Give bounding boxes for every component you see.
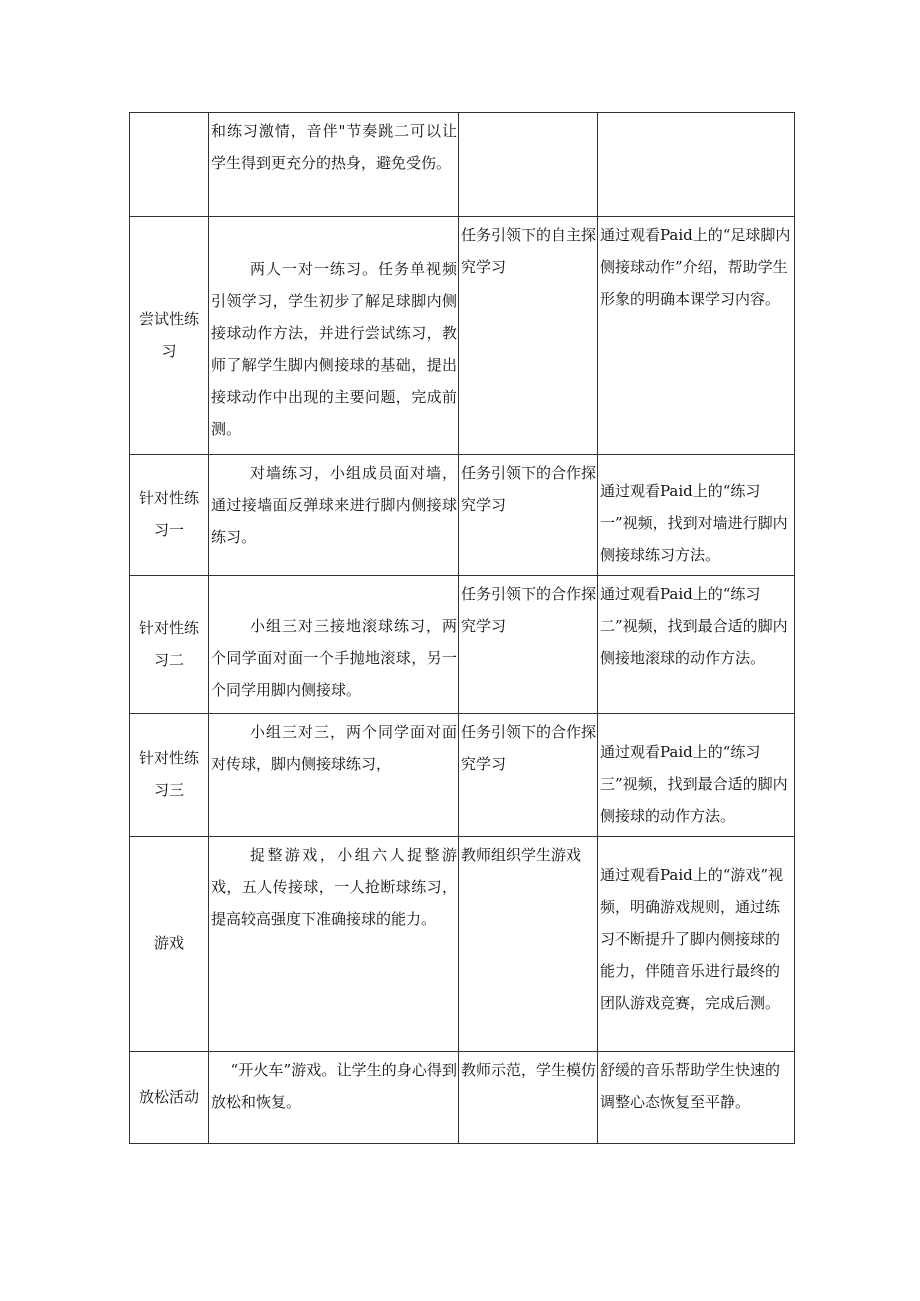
tech-cell: 通过观看Paid上的“足球脚内侧接球动作”介绍，帮助学生形象的明确本课学习内容。 [598, 217, 795, 455]
table-row [130, 714, 795, 837]
content-cell [209, 217, 459, 455]
tech-cell [598, 113, 795, 217]
content-text: 对墙练习，小组成员面对墙，通过接墙面反弹球来进行脚内侧接球练习。 [211, 464, 457, 546]
method-cell: 教师示范，学生模仿 [459, 1052, 598, 1144]
method-cell: 教师组织学生游戏 [459, 837, 598, 1052]
tech-cell [598, 837, 795, 1052]
tech-cell: 通过观看Paid上的“练习二”视频，找到最合适的脚内侧接地滚球的动作方法。 [598, 576, 795, 714]
method-cell: 任务引领下的合作探究学习 [459, 455, 598, 576]
content-text: 捉整游戏，小组六人捉整游戏，五人传接球，一人抢断球练习，提高较高强度下准确接球的能力。 [211, 846, 457, 928]
method-cell [459, 113, 598, 217]
stage-cell: 针对性练习一 [130, 455, 209, 576]
method-cell: 任务引领下的合作探究学习 [459, 714, 598, 837]
content-cell [209, 1052, 459, 1144]
table-row [130, 837, 795, 1052]
content-text: 小组三对三，两个同学面对面对传球，脚内侧接球练习， [211, 723, 457, 773]
stage-cell: 游戏 [130, 837, 209, 1052]
tech-text: 通过观看Paid上的“练习一”视频，找到对墙进行脚内侧接球练习方法。 [600, 482, 788, 564]
stage-cell: 针对性练习三 [130, 714, 209, 837]
stage-cell: 针对性练习二 [130, 576, 209, 714]
content-cell [209, 576, 459, 714]
table-row [130, 576, 795, 714]
table-row [130, 217, 795, 455]
tech-text: 通过观看Paid上的“游戏”视频，明确游戏规则，通过练习不断提升了脚内侧接球的能力，伴随音乐进行最终的团队游戏竞赛，完成后测。 [600, 866, 784, 1012]
content-text: “开火车”游戏。让学生的身心得到放松和恢复。 [211, 1061, 457, 1111]
tech-cell: 舒缓的音乐帮助学生快速的调整心态恢复至平静。 [598, 1052, 795, 1144]
stage-cell [130, 113, 209, 217]
content-cell [209, 714, 459, 837]
content-text: 两人一对一练习。任务单视频引领学习，学生初步了解足球脚内侧接球动作方法，并进行尝试练习，教师了解学生脚内侧接球的基础，提出接球动作中出现的主要问题，完成前测。 [211, 260, 457, 438]
content-text: 小组三对三接地滚球练习，两个同学面对面一个手抛地滚球，另一个同学用脚内侧接球。 [211, 617, 457, 699]
content-cell [209, 455, 459, 576]
table-row [130, 113, 795, 217]
tech-cell [598, 714, 795, 837]
tech-cell [598, 455, 795, 576]
stage-cell: 尝试性练习 [130, 217, 209, 455]
method-cell: 任务引领下的合作探究学习 [459, 576, 598, 714]
tech-text: 通过观看Paid上的“练习三”视频，找到最合适的脚内侧接球的动作方法。 [600, 743, 788, 825]
method-cell: 任务引领下的自主探究学习 [459, 217, 598, 455]
table-row [130, 455, 795, 576]
stage-cell: 放松活动 [130, 1052, 209, 1144]
content-cell [209, 837, 459, 1052]
table-row [130, 1052, 795, 1144]
content-cell: 和练习激情，音伴"节奏跳二可以让学生得到更充分的热身，避免受伤。 [209, 113, 459, 217]
lesson-plan-table [129, 112, 795, 1144]
